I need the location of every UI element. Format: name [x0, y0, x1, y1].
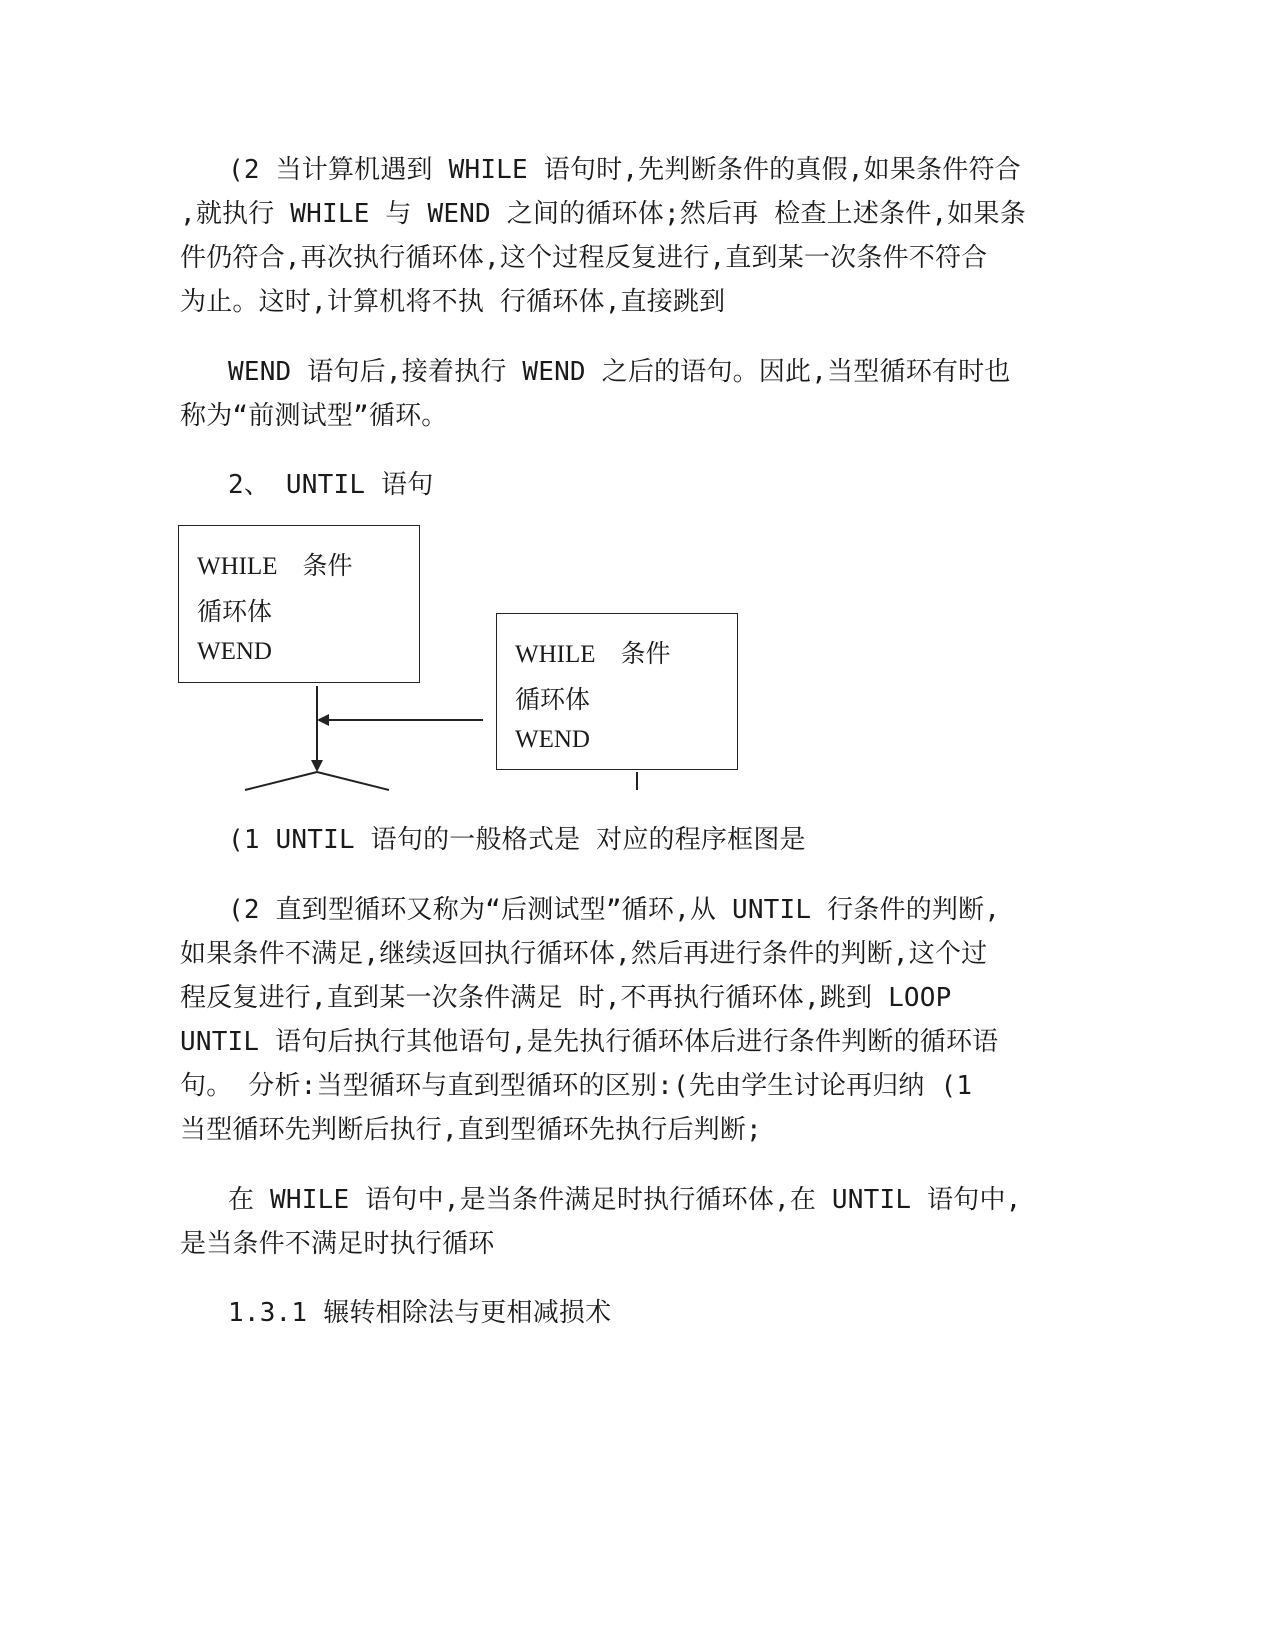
box-text: WHILE 条件	[515, 641, 671, 668]
text-line: 称为“前测试型”循环。	[180, 401, 448, 431]
flowchart-figure	[175, 520, 755, 795]
box-text: WEND	[515, 726, 590, 753]
down-arrow-head	[311, 760, 323, 772]
paragraph-while-explanation	[180, 148, 1030, 324]
heading-text: 2、 UNTIL 语句	[228, 470, 434, 500]
paragraph-until-format	[180, 818, 1030, 862]
box-text: WHILE 条件	[197, 553, 353, 580]
diamond-edge-left	[245, 772, 317, 790]
text-line: ,就执行 WHILE 与 WEND 之间的循环体;然后再 检查上述条件,如果条	[180, 199, 1026, 229]
text-line: 程反复进行,直到某一次条件满足 时,不再执行循环体,跳到 LOOP	[180, 983, 952, 1013]
diamond-edge-right	[317, 772, 389, 790]
text-line: 是当条件不满足时执行循环	[180, 1229, 495, 1259]
text-line: 在 WHILE 语句中,是当条件满足时执行循环体,在 UNTIL 语句中,	[228, 1185, 1022, 1215]
text-line: UNTIL 语句后执行其他语句,是先执行循环体后进行条件判断的循环语	[180, 1027, 999, 1057]
box-text: 循环体	[197, 599, 273, 626]
text-line: 为止。这时,计算机将不执 行循环体,直接跳到	[180, 287, 726, 317]
box-text: 循环体	[515, 687, 591, 714]
text-line: 句。 分析:当型循环与直到型循环的区别:(先由学生讨论再归纳 (1	[180, 1071, 973, 1101]
heading-section-1-3-1	[180, 1291, 1030, 1335]
text-line: WEND 语句后,接着执行 WEND 之后的语句。因此,当型循环有时也	[228, 357, 1011, 387]
text-line: 当型循环先判断后执行,直到型循环先执行后判断;	[180, 1115, 762, 1145]
text-line: 如果条件不满足,继续返回执行循环体,然后再进行条件的判断,这个过	[180, 939, 988, 969]
paragraph-until-explanation	[180, 888, 1030, 1152]
left-arrow-head	[317, 714, 329, 726]
text-line: (2 直到型循环又称为“后测试型”循环,从 UNTIL 行条件的判断,	[228, 895, 1001, 925]
text-line: (2 当计算机遇到 WHILE 语句时,先判断条件的真假,如果条件符合	[228, 155, 1021, 185]
paragraph-wend-explanation	[180, 350, 1030, 438]
box-text: WEND	[197, 638, 272, 665]
heading-until-statement	[180, 463, 1030, 507]
text-line: (1 UNTIL 语句的一般格式是 对应的程序框图是	[228, 825, 806, 855]
text-line: 件仍符合,再次执行循环体,这个过程反复进行,直到某一次条件不符合	[180, 243, 988, 273]
flowchart-arrows	[175, 520, 755, 795]
heading-text: 1.3.1 辗转相除法与更相减损术	[228, 1298, 612, 1328]
paragraph-while-until-comparison	[180, 1178, 1030, 1266]
